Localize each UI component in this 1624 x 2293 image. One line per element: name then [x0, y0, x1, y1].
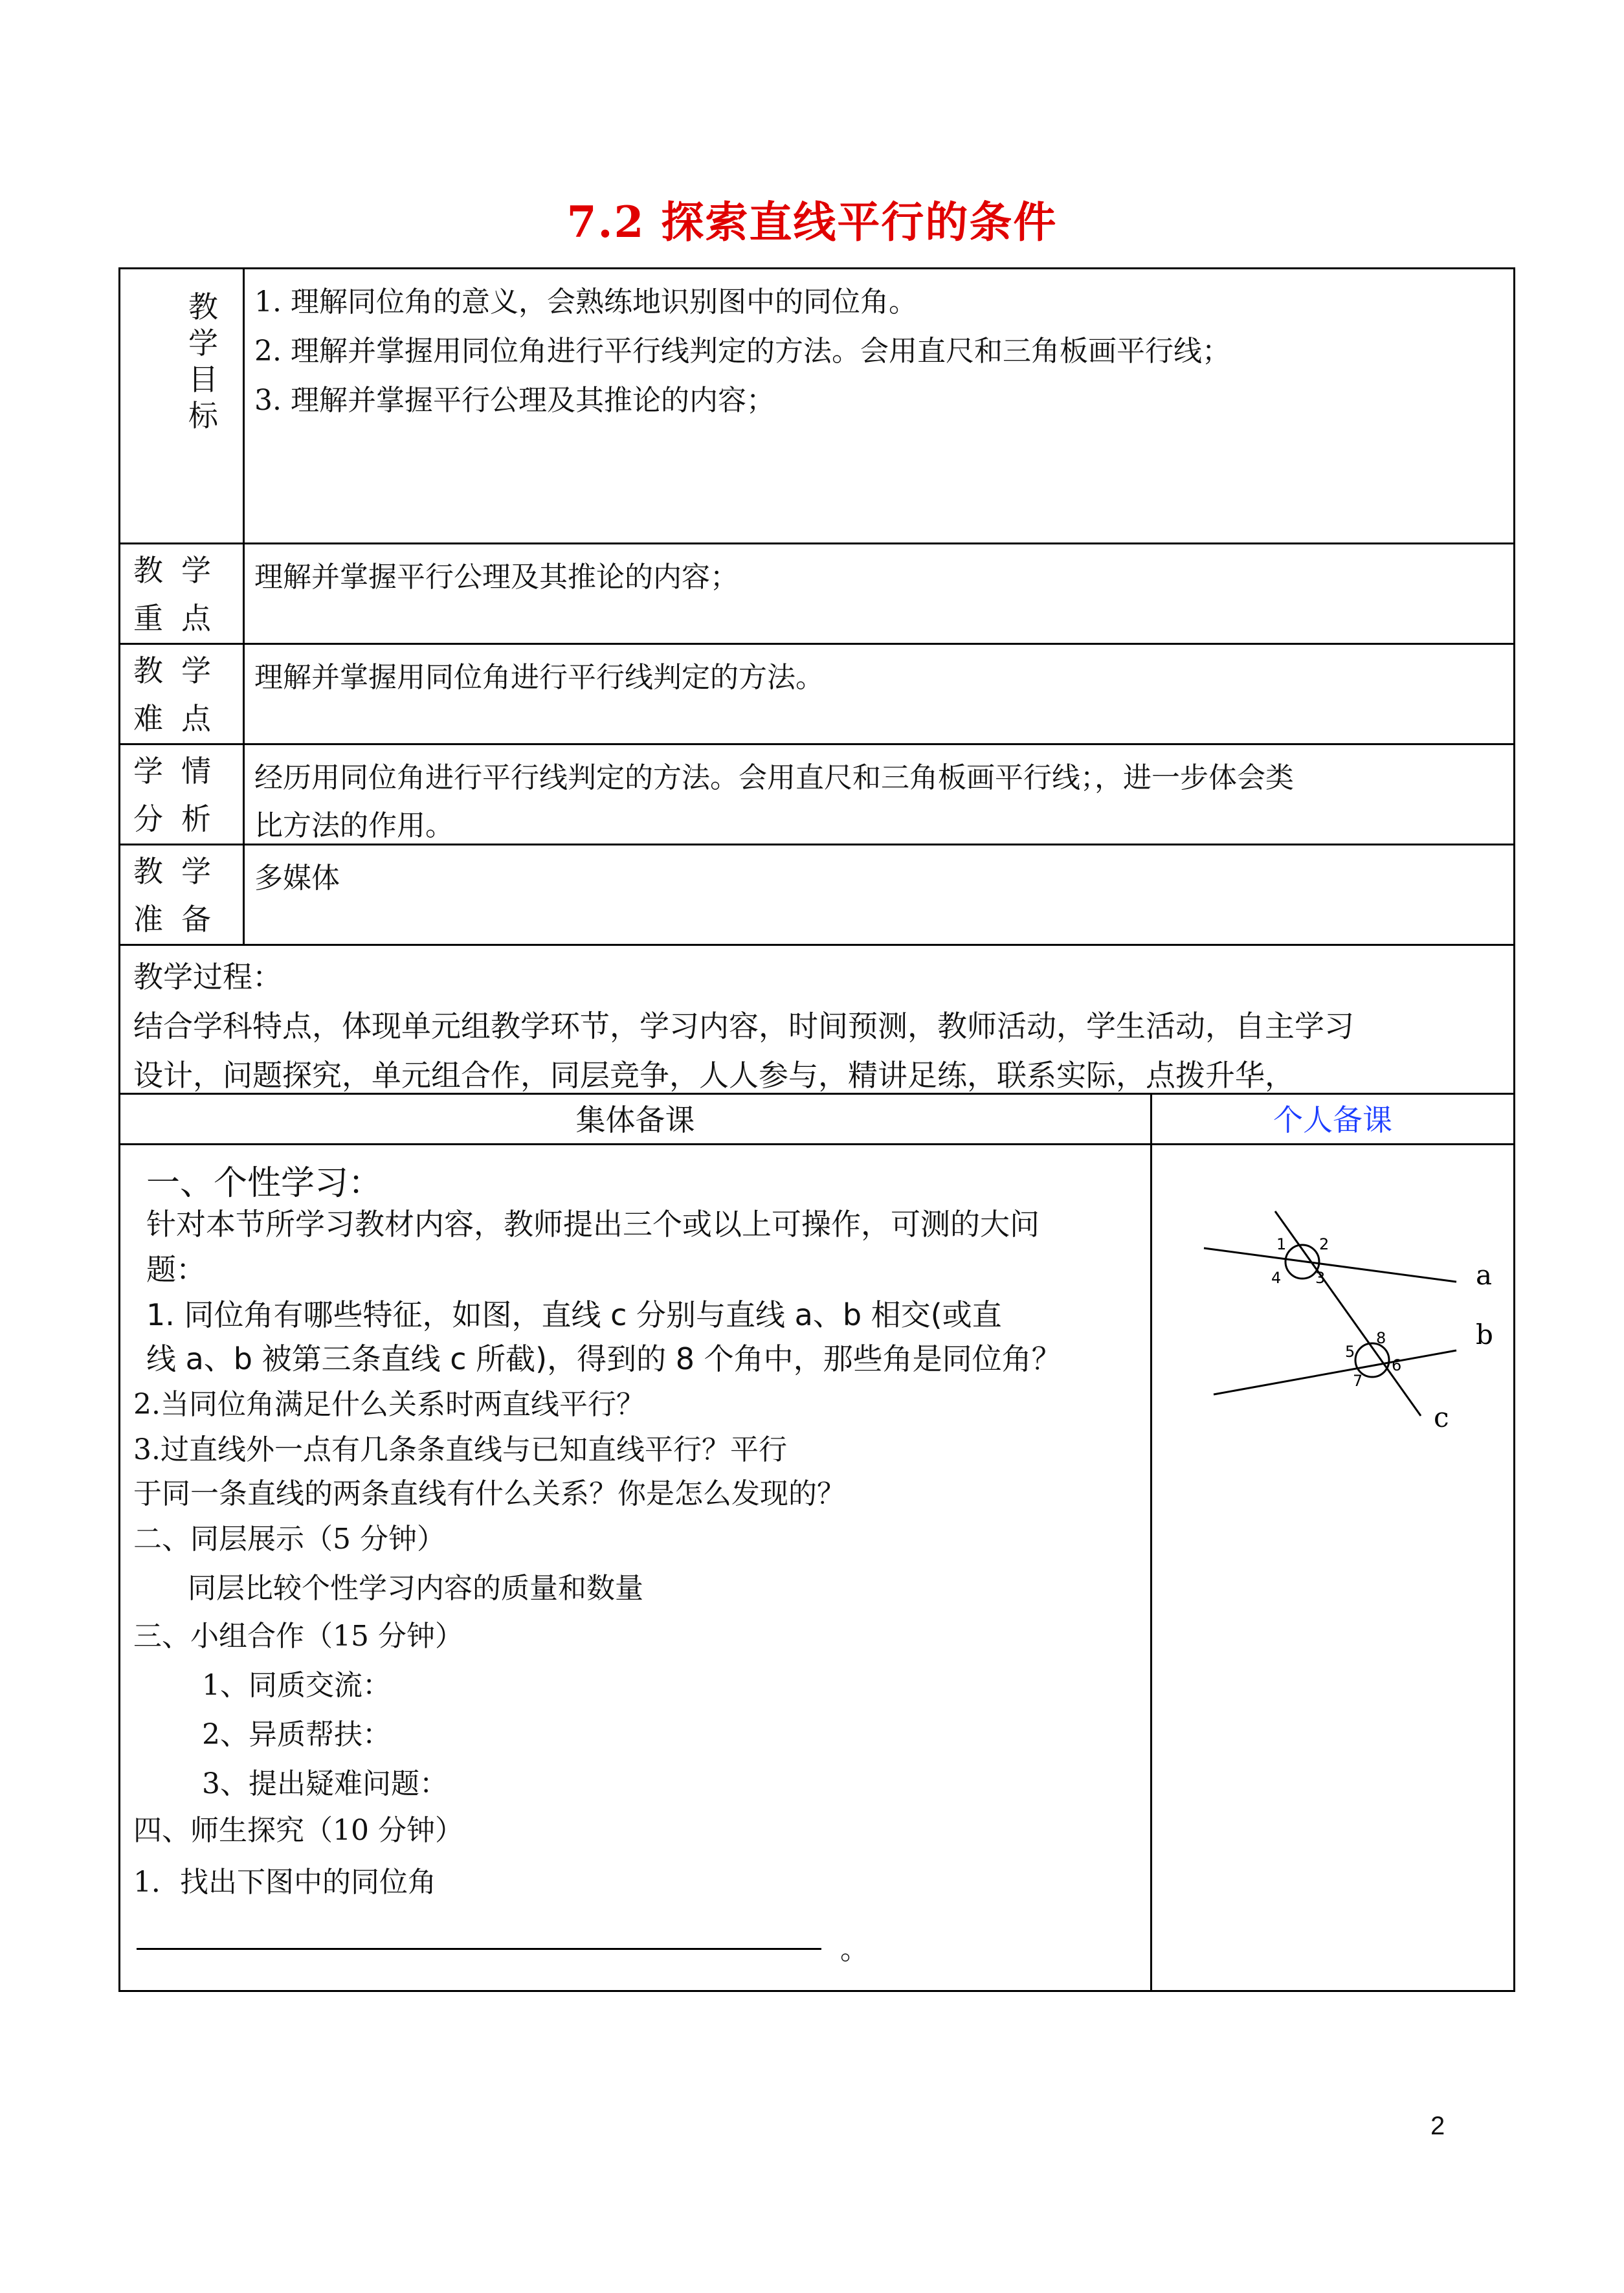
process-text-line: 结合学科特点，体现单元组教学环节，学习内容，时间预测，教师活动，学生活动，自主学习 — [133, 1009, 1354, 1044]
difficulties-content — [254, 645, 1500, 743]
label-char: 标 — [188, 398, 218, 433]
objectives-row — [120, 269, 1513, 544]
label-char: 学 — [188, 326, 218, 361]
key-points-label-1: 教学 — [133, 553, 229, 588]
answer-end-mark: 。 — [840, 1933, 869, 1966]
objective-item: 2. 理解并掌握用同位角进行平行线判定的方法。会用直尺和三角板画平行线； — [254, 335, 1230, 368]
key-points-label-cell — [120, 544, 245, 643]
analysis-text-line: 比方法的作用。 — [254, 809, 454, 842]
question-1: 1. 同位角有哪些特征，如图，直线 c 分别与直线 a、b 相交(或直 — [146, 1297, 1002, 1332]
section-3-item: 2、异质帮扶： — [202, 1718, 391, 1751]
objectives-content — [254, 269, 1500, 542]
angle-label-4: 4 — [1271, 1269, 1282, 1287]
process-heading: 教学过程： — [133, 959, 282, 994]
analysis-label-1: 学情 — [133, 754, 229, 789]
line-label-a: a — [1476, 1259, 1493, 1291]
group-prep-header: 集体备课 — [120, 1095, 1150, 1145]
section-3-item: 1、同质交流： — [202, 1669, 391, 1702]
question-3: 3.过直线外一点有几条条直线与已知直线平行？平行 — [133, 1433, 787, 1466]
lesson-plan-table — [118, 267, 1515, 1992]
line-b — [1214, 1350, 1456, 1394]
angle-label-1: 1 — [1276, 1235, 1287, 1253]
preparation-label-cell — [120, 845, 245, 944]
angle-label-7: 7 — [1353, 1372, 1363, 1390]
key-points-label-2: 重点 — [133, 601, 229, 636]
line-a — [1204, 1248, 1456, 1282]
difficulties-text: 理解并掌握用同位角进行平行线判定的方法。 — [254, 661, 824, 694]
section-2-text: 同层比较个性学习内容的质量和数量 — [188, 1572, 643, 1605]
objectives-label — [184, 289, 223, 434]
preparation-label-2: 准备 — [133, 902, 229, 937]
angle-label-6: 6 — [1392, 1356, 1402, 1374]
analysis-row — [120, 745, 1513, 845]
prep-columns-row — [120, 1095, 1513, 1990]
angle-label-8: 8 — [1376, 1329, 1386, 1347]
preparation-row — [120, 845, 1513, 946]
line-label-c: c — [1434, 1402, 1449, 1433]
difficulties-label-1: 教学 — [133, 653, 229, 688]
section-2-title: 二、同层展示（5 分钟） — [133, 1523, 445, 1556]
analysis-text-line: 经历用同位角进行平行线判定的方法。会用直尺和三角板画平行线；，进一步体会类 — [254, 761, 1294, 794]
line-c — [1275, 1211, 1421, 1416]
section-3-item: 3、提出疑难问题： — [202, 1767, 448, 1800]
section-1-intro: 针对本节所学习教材内容，教师提出三个或以上可操作，可测的大问 — [146, 1207, 1040, 1242]
analysis-label-cell — [120, 745, 245, 844]
difficulties-label-cell — [120, 645, 245, 743]
line-label-b: b — [1476, 1319, 1493, 1350]
analysis-label-2: 分析 — [133, 801, 229, 836]
angle-label-3: 3 — [1315, 1269, 1326, 1287]
section-3-title: 三、小组合作（15 分钟） — [133, 1620, 463, 1653]
preparation-label-1: 教学 — [133, 854, 229, 889]
label-char: 目 — [188, 362, 218, 397]
question-1: 线 a、b 被第三条直线 c 所截)，得到的 8 个角中，那些角是同位角？ — [146, 1341, 1062, 1376]
key-points-text: 理解并掌握平行公理及其推论的内容； — [254, 561, 739, 594]
group-prep-column — [120, 1095, 1152, 1990]
process-row — [120, 946, 1513, 1095]
personal-prep-column — [1152, 1145, 1513, 1990]
objective-item: 3. 理解并掌握平行公理及其推论的内容； — [254, 384, 775, 417]
process-text-line: 设计，问题探究，单元组合作，同层竞争，人人参与，精讲足练，联系实际，点拨升华， — [133, 1058, 1295, 1093]
angle-label-2: 2 — [1319, 1235, 1329, 1253]
label-char: 教 — [188, 289, 218, 324]
key-points-content — [254, 544, 1500, 643]
section-4-title: 四、师生探究（10 分钟） — [133, 1814, 463, 1847]
preparation-text: 多媒体 — [254, 862, 340, 895]
section-4-question: 1．找出下图中的同位角 — [133, 1866, 436, 1899]
difficulties-row — [120, 645, 1513, 745]
difficulties-label-2: 难点 — [133, 701, 229, 736]
objectives-label-cell — [120, 269, 245, 542]
answer-blank-line — [137, 1948, 821, 1950]
question-2: 2.当同位角满足什么关系时两直线平行？ — [133, 1388, 645, 1421]
analysis-content — [254, 745, 1500, 844]
question-3: 于同一条直线的两条直线有什么关系？你是怎么发现的？ — [133, 1477, 845, 1510]
section-1-title: 一、个性学习： — [146, 1164, 383, 1203]
personal-prep-header: 个人备课 — [1152, 1095, 1513, 1145]
key-points-row — [120, 544, 1513, 645]
transversal-figure — [1191, 1178, 1515, 1449]
objective-item: 1. 理解同位角的意义，会熟练地识别图中的同位角。 — [254, 285, 917, 319]
section-1-intro: 题： — [146, 1252, 206, 1287]
page-title: 7.2 探索直线平行的条件 — [566, 197, 1058, 247]
angle-label-5: 5 — [1345, 1343, 1355, 1361]
preparation-content — [254, 845, 1500, 944]
page-number: 2 — [1430, 2112, 1445, 2140]
